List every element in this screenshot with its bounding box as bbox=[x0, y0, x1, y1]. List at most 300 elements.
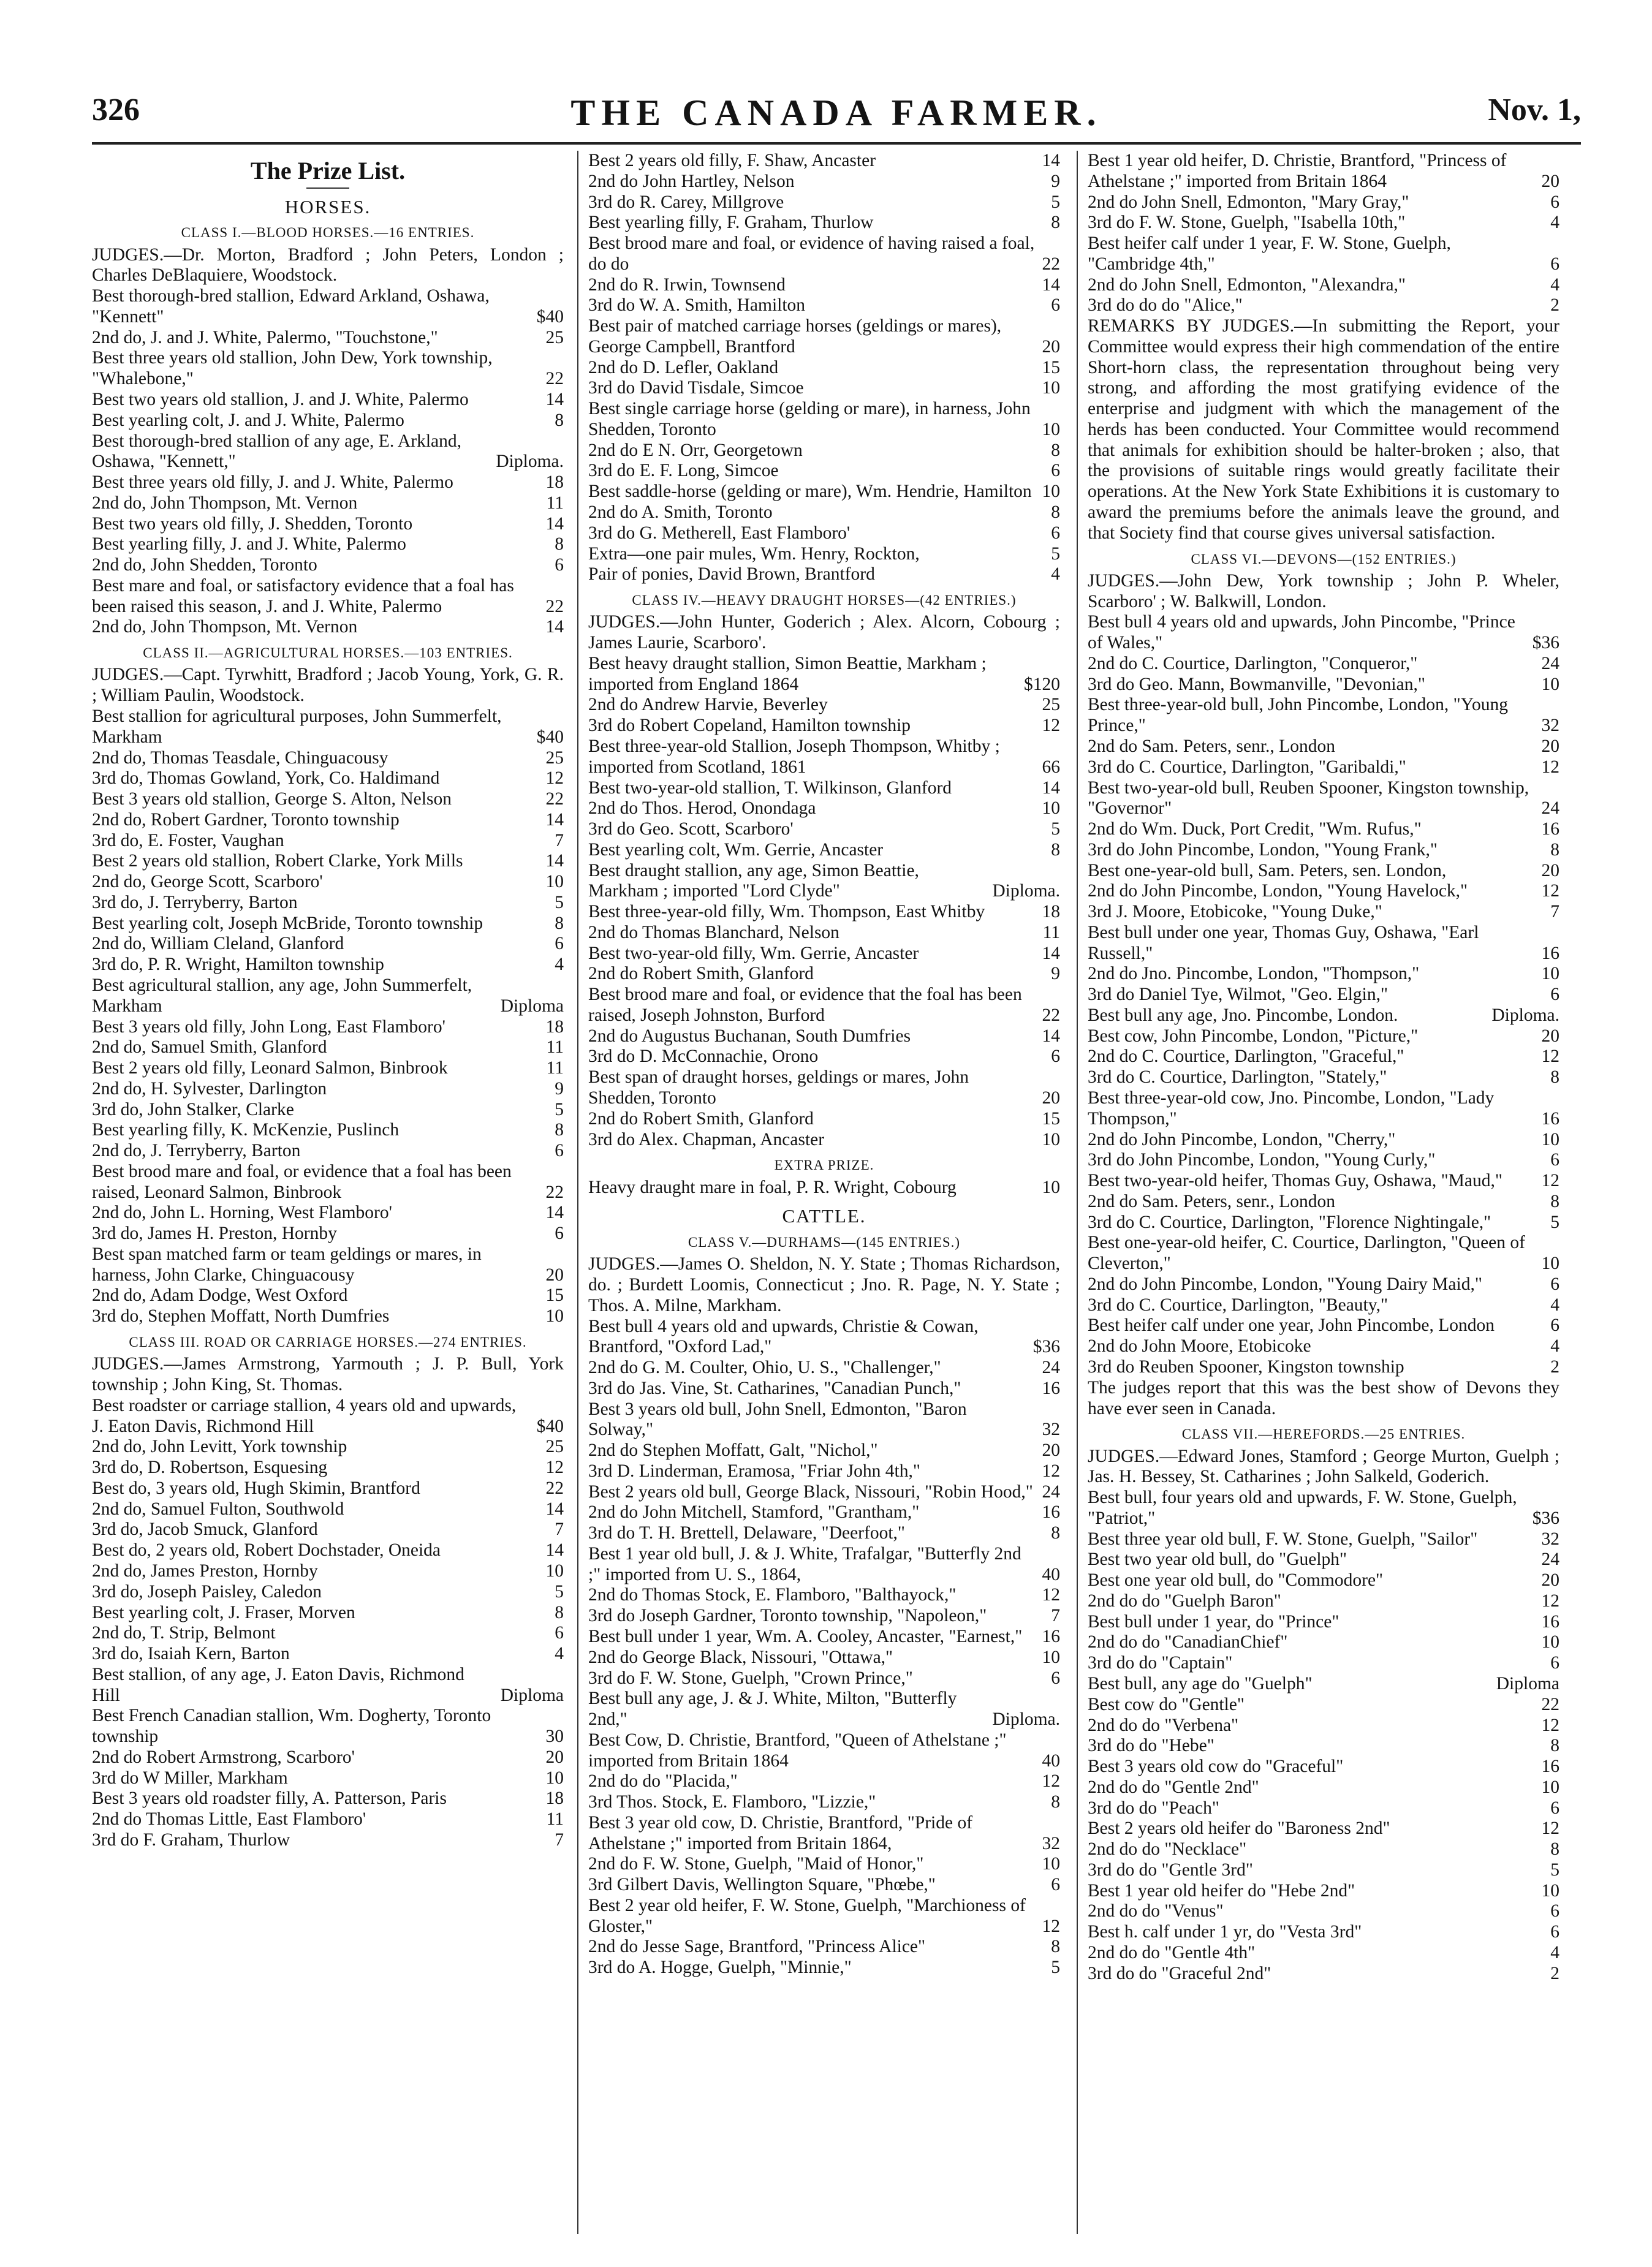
entry-prize: 12 bbox=[1541, 1591, 1559, 1611]
prize-entry bbox=[1088, 233, 1559, 275]
entry-text: Best thorough-bred stallion of any age, E. Arkland, Oshawa, "Kennett," bbox=[92, 431, 461, 472]
entry-text: 3rd do, D. Robertson, Esquesing bbox=[92, 1458, 328, 1478]
entry-text: Best bull under 1 year, do "Prince" bbox=[1088, 1611, 1339, 1632]
entry-prize: $36 bbox=[1532, 633, 1559, 653]
entry-text: Best two years old stallion, J. and J. White, Palermo bbox=[92, 389, 469, 409]
prize-entry bbox=[92, 1224, 564, 1244]
entry-prize: 8 bbox=[1051, 839, 1060, 860]
prize-entry bbox=[588, 1875, 1060, 1896]
prize-entry bbox=[92, 1665, 564, 1706]
prize-entry bbox=[588, 1689, 1060, 1730]
entry-text: 2nd do, J. Terryberry, Barton bbox=[92, 1141, 301, 1161]
prize-entry bbox=[1088, 295, 1559, 316]
prize-entry bbox=[92, 348, 564, 390]
entry-text: Best do, 3 years old, Hugh Skimin, Brantford bbox=[92, 1478, 420, 1498]
prize-entry bbox=[1088, 1757, 1559, 1777]
entry-text: 3rd do do do "Alice," bbox=[1088, 295, 1243, 316]
entry-text: 3rd do, Jacob Smuck, Glanford bbox=[92, 1520, 318, 1540]
entry-text: 2nd do A. Smith, Toronto bbox=[588, 502, 773, 523]
prize-entry bbox=[92, 975, 564, 1017]
prize-entry bbox=[1088, 1839, 1559, 1860]
article-title: The Prize List. bbox=[250, 157, 406, 184]
entry-prize: 8 bbox=[1550, 1736, 1559, 1756]
entry-text: Best 2 years old heifer do "Baroness 2nd" bbox=[1088, 1819, 1390, 1839]
entry-prize: 10 bbox=[1541, 1129, 1559, 1149]
entry-prize: 15 bbox=[1042, 357, 1060, 377]
prize-entry bbox=[588, 544, 1060, 565]
entry-prize: 12 bbox=[1541, 1819, 1559, 1839]
prize-entry bbox=[588, 461, 1060, 482]
paragraph: JUDGES.—James O. Sheldon, N. Y. State ; Thomas Richardson, do. ; Burdett Loomis, Connecticut ; Jno. R. Page, N. Y. State ; Thos. A. Milne, Markham. bbox=[588, 1254, 1060, 1315]
entry-prize: 18 bbox=[545, 472, 564, 493]
entry-prize: 2 bbox=[1550, 1357, 1559, 1377]
prize-entry bbox=[1088, 1570, 1559, 1591]
entry-prize: 12 bbox=[1042, 1916, 1060, 1936]
entry-text: 3rd do do "Gentle 3rd" bbox=[1088, 1860, 1253, 1880]
entry-text: 2nd do Wm. Duck, Port Credit, "Wm. Rufus," bbox=[1088, 819, 1422, 839]
prize-entry bbox=[1088, 1213, 1559, 1233]
entry-text: 2nd do Stephen Moffatt, Galt, "Nichol," bbox=[588, 1440, 878, 1461]
entry-prize: 6 bbox=[1051, 523, 1060, 543]
entry-prize: 12 bbox=[1042, 716, 1060, 736]
entry-prize: 14 bbox=[1042, 1026, 1060, 1046]
prize-entry bbox=[588, 441, 1060, 461]
entry-text: Best draught stallion, any age, Simon Beattie, Markham ; imported "Lord Clyde" bbox=[588, 860, 919, 901]
prize-entry bbox=[588, 985, 1060, 1026]
prize-entry bbox=[1088, 1295, 1559, 1316]
entry-prize: 25 bbox=[545, 747, 564, 768]
prize-entry bbox=[1088, 654, 1559, 675]
entry-prize: 24 bbox=[1042, 1358, 1060, 1378]
entry-prize: 16 bbox=[1541, 943, 1559, 963]
entry-text: Best single carriage horse (gelding or mare), in harness, John Shedden, Toronto bbox=[588, 399, 1031, 439]
entry-prize: 8 bbox=[555, 534, 564, 554]
prize-entry bbox=[92, 810, 564, 831]
prize-entry bbox=[588, 1178, 1060, 1198]
entry-prize: 14 bbox=[545, 617, 564, 637]
prize-entry bbox=[92, 1540, 564, 1561]
prize-entry bbox=[1088, 1653, 1559, 1674]
entry-prize: Diploma. bbox=[496, 452, 564, 472]
entry-text: Best French Canadian stallion, Wm. Dogherty, Toronto township bbox=[92, 1706, 491, 1747]
entry-prize: Diploma bbox=[1496, 1674, 1559, 1694]
entry-prize: 40 bbox=[1042, 1564, 1060, 1584]
prize-entry bbox=[588, 1606, 1060, 1627]
prize-entry bbox=[92, 1582, 564, 1603]
title-rule bbox=[306, 187, 349, 189]
entry-prize: 16 bbox=[1042, 1627, 1060, 1646]
prize-entry bbox=[588, 695, 1060, 716]
entry-text: 3rd do T. H. Brettell, Delaware, "Deerfoot," bbox=[588, 1523, 905, 1543]
entry-prize: 8 bbox=[1051, 213, 1060, 233]
prize-entry bbox=[1088, 1695, 1559, 1716]
prize-entry bbox=[92, 411, 564, 431]
entry-text: Best yearling filly, J. and J. White, Palermo bbox=[92, 534, 406, 554]
prize-entry bbox=[92, 1623, 564, 1644]
entry-text: 3rd do Geo. Mann, Bowmanville, "Devonian," bbox=[1088, 674, 1425, 694]
entry-prize: $36 bbox=[1532, 1508, 1559, 1528]
prize-entry bbox=[588, 233, 1060, 275]
entry-text: 3rd do Jas. Vine, St. Catharines, "Canadian Punch," bbox=[588, 1378, 961, 1398]
entry-text: Best brood mare and foal, or evidence of having raised a foal, do do bbox=[588, 233, 1035, 274]
prize-entry bbox=[92, 1809, 564, 1830]
prize-entry bbox=[92, 1285, 564, 1306]
entry-text: 3rd do Joseph Gardner, Toronto township, "Napoleon," bbox=[588, 1606, 987, 1626]
entry-prize: 16 bbox=[1541, 1611, 1559, 1632]
entry-prize: 9 bbox=[1051, 171, 1060, 191]
entry-text: Best three-year-old Stallion, Joseph Thompson, Whitby ; imported from Scotland, 1861 bbox=[588, 736, 1000, 777]
prize-entry bbox=[588, 1627, 1060, 1648]
entry-text: Best roadster or carriage stallion, 4 years old and upwards, J. Eaton Davis, Richmond Hill bbox=[92, 1395, 517, 1436]
entry-prize: 22 bbox=[1042, 1005, 1060, 1025]
prize-entry bbox=[1088, 1964, 1559, 1985]
entry-text: Best three year old bull, F. W. Stone, Guelph, "Sailor" bbox=[1088, 1529, 1478, 1549]
entry-text: 2nd do John Pincombe, London, "Cherry," bbox=[1088, 1129, 1396, 1149]
entry-text: 3rd do, Thomas Gowland, York, Co. Haldimand bbox=[92, 768, 440, 789]
prize-entry bbox=[588, 1648, 1060, 1668]
entry-text: 2nd do, Thomas Teasdale, Chinguacousy bbox=[92, 747, 388, 768]
prize-entry bbox=[1088, 736, 1559, 757]
prize-entry bbox=[92, 831, 564, 852]
prize-entry bbox=[92, 1830, 564, 1851]
entry-prize: 14 bbox=[545, 513, 564, 534]
entry-prize: 6 bbox=[555, 1623, 564, 1643]
prize-entry bbox=[588, 399, 1060, 441]
section-heading: HORSES. bbox=[284, 195, 371, 218]
prize-entry bbox=[1088, 1922, 1559, 1943]
prize-entry bbox=[588, 523, 1060, 544]
entry-text: Best span of draught horses, geldings or mares, John Shedden, Toronto bbox=[588, 1067, 969, 1108]
prize-entry bbox=[588, 502, 1060, 523]
entry-text: Best bull any age, J. & J. White, Milton, "Butterfly 2nd," bbox=[588, 1689, 957, 1730]
prize-entry bbox=[92, 1017, 564, 1038]
entry-text: 2nd do G. M. Coulter, Ohio, U. S., "Challenger," bbox=[588, 1358, 941, 1378]
entry-prize: 32 bbox=[1541, 716, 1559, 736]
prize-entry bbox=[1088, 757, 1559, 778]
entry-text: Best span matched farm or team geldings or mares, in harness, John Clarke, Chinguacousy bbox=[92, 1244, 482, 1285]
entry-text: 2nd do, Robert Gardner, Toronto township bbox=[92, 809, 400, 830]
entry-text: 2nd do George Black, Nissouri, "Ottawa," bbox=[588, 1647, 893, 1667]
entry-text: Best yearling colt, Wm. Gerrie, Ancaster bbox=[588, 839, 884, 860]
prize-entry bbox=[1088, 275, 1559, 296]
entry-text: Best three-year-old filly, Wm. Thompson, East Whitby bbox=[588, 902, 985, 922]
entry-prize: 8 bbox=[1550, 1191, 1559, 1211]
entry-text: 2nd do, James Preston, Hornby bbox=[92, 1561, 318, 1581]
entry-prize: 14 bbox=[545, 1203, 564, 1223]
entry-text: Best 2 years old bull, George Black, Nissouri, "Robin Hood," bbox=[588, 1482, 1033, 1502]
entry-text: 2nd do John Pincombe, London, "Young Dairy Maid," bbox=[1088, 1274, 1482, 1294]
entry-text: Best bull under 1 year, Wm. A. Cooley, Ancaster, "Earnest," bbox=[588, 1627, 1023, 1646]
prize-entry bbox=[588, 1937, 1060, 1958]
column-1 bbox=[92, 151, 564, 2234]
entry-text: 2nd do Thomas Little, East Flamboro' bbox=[92, 1809, 366, 1830]
prize-entry bbox=[1088, 985, 1559, 1005]
entry-prize: 6 bbox=[1051, 1668, 1060, 1688]
prize-entry bbox=[588, 840, 1060, 861]
class-heading: CLASS VII.—HEREFORDS.—25 ENTRIES. bbox=[1181, 1426, 1466, 1442]
prize-entry bbox=[1088, 902, 1559, 923]
entry-prize: 8 bbox=[555, 1120, 564, 1140]
prize-entry bbox=[92, 914, 564, 934]
entry-prize: 22 bbox=[1042, 254, 1060, 274]
column-3 bbox=[1088, 151, 1559, 2234]
paragraph: JUDGES.—John Hunter, Goderich ; Alex. Alcorn, Cobourg ; James Laurie, Scarboro'. bbox=[588, 612, 1060, 653]
class-heading: CLASS V.—DURHAMS—(145 ENTRIES.) bbox=[688, 1234, 961, 1250]
prize-entry bbox=[1088, 1488, 1559, 1529]
prize-entry bbox=[1088, 1591, 1559, 1612]
entry-text: 2nd do Sam. Peters, senr., London bbox=[1088, 1191, 1335, 1211]
prize-entry bbox=[92, 1141, 564, 1162]
entry-text: 3rd do R. Carey, Millgrove bbox=[588, 192, 784, 212]
entry-text: Best pair of matched carriage horses (geldings or mares), George Campbell, Brantford bbox=[588, 316, 1002, 357]
entry-text: 2nd do John Snell, Edmonton, "Alexandra," bbox=[1088, 274, 1406, 295]
entry-text: Best two-year-old stallion, T. Wilkinson, Glanford bbox=[588, 778, 952, 798]
prize-entry bbox=[588, 1461, 1060, 1482]
entry-text: Best brood mare and foal, or evidence that a foal has been raised, Leonard Salmon, Binbrook bbox=[92, 1161, 512, 1202]
prize-entry bbox=[92, 893, 564, 914]
prize-entry bbox=[92, 431, 564, 473]
entry-text: 2nd do John Pincombe, London, "Young Havelock," bbox=[1088, 881, 1468, 901]
entry-prize: 16 bbox=[1042, 1378, 1060, 1398]
entry-prize: 12 bbox=[1541, 1171, 1559, 1191]
prize-entry bbox=[1088, 1192, 1559, 1213]
entry-text: 3rd do E. F. Long, Simcoe bbox=[588, 461, 779, 481]
entry-text: 2nd do, John Thompson, Mt. Vernon bbox=[92, 493, 358, 513]
prize-entry bbox=[1088, 923, 1559, 964]
entry-text: Best two-year-old heifer, Thomas Guy, Oshawa, "Maud," bbox=[1088, 1171, 1502, 1191]
entry-prize: 6 bbox=[1051, 295, 1060, 316]
entry-prize: 7 bbox=[1550, 902, 1559, 922]
entry-prize: 10 bbox=[1541, 1254, 1559, 1274]
prize-entry bbox=[92, 1162, 564, 1203]
entry-prize: 14 bbox=[545, 389, 564, 409]
prize-entry bbox=[92, 1747, 564, 1768]
entry-prize: 18 bbox=[545, 1788, 564, 1809]
entry-text: Best bull, any age do "Guelph" bbox=[1088, 1674, 1313, 1694]
prize-entry bbox=[588, 1771, 1060, 1792]
entry-prize: 32 bbox=[1541, 1529, 1559, 1549]
entry-text: Best cow, John Pincombe, London, "Picture," bbox=[1088, 1026, 1419, 1046]
entry-text: 2nd do do "CanadianChief" bbox=[1088, 1632, 1288, 1652]
entry-text: 3rd do C. Courtice, Darlington, "Stately," bbox=[1088, 1067, 1387, 1088]
entry-prize: 5 bbox=[1051, 1958, 1060, 1978]
entry-text: Heavy draught mare in foal, P. R. Wright, Cobourg bbox=[588, 1177, 957, 1197]
entry-prize: 24 bbox=[1541, 653, 1559, 673]
prize-entry bbox=[92, 534, 564, 555]
entry-prize: 15 bbox=[1042, 1108, 1060, 1129]
entry-prize: 14 bbox=[545, 1499, 564, 1519]
entry-prize: 12 bbox=[1042, 1461, 1060, 1481]
prize-entry bbox=[588, 923, 1060, 944]
entry-prize: 16 bbox=[1042, 1502, 1060, 1523]
entry-text: 3rd do A. Hogge, Guelph, "Minnie," bbox=[588, 1958, 852, 1978]
entry-text: Best 1 year old heifer, D. Christie, Brantford, "Princess of Athelstane ;" imported from Britain 1864 bbox=[1088, 151, 1507, 191]
entry-text: Best stallion, of any age, J. Eaton Davis, Richmond Hill bbox=[92, 1664, 464, 1705]
entry-text: 3rd do, E. Foster, Vaughan bbox=[92, 830, 284, 850]
prize-entry bbox=[588, 1440, 1060, 1461]
entry-prize: 10 bbox=[1042, 1854, 1060, 1874]
prize-entry bbox=[588, 1358, 1060, 1379]
prize-entry bbox=[588, 778, 1060, 799]
entry-prize: 8 bbox=[1051, 1792, 1060, 1812]
entry-prize: 11 bbox=[546, 1809, 564, 1830]
entry-text: 2nd do John Hartley, Nelson bbox=[588, 171, 795, 191]
column-rule bbox=[577, 151, 578, 2234]
prize-entry bbox=[1088, 151, 1559, 192]
entry-prize: 7 bbox=[555, 830, 564, 850]
entry-text: Best agricultural stallion, any age, John Summerfelt, Markham bbox=[92, 975, 472, 1016]
entry-prize: 10 bbox=[1541, 1632, 1559, 1652]
entry-prize: 4 bbox=[555, 955, 564, 975]
entry-prize: 24 bbox=[1042, 1482, 1060, 1502]
entry-text: 2nd do, H. Sylvester, Darlington bbox=[92, 1078, 327, 1099]
entry-prize: 7 bbox=[555, 1830, 564, 1850]
entry-prize: Diploma bbox=[500, 1685, 564, 1705]
entry-text: 3rd do, P. R. Wright, Hamilton township bbox=[92, 955, 384, 975]
prize-entry bbox=[1088, 1130, 1559, 1151]
entry-prize: 10 bbox=[1541, 1880, 1559, 1901]
entry-prize: 6 bbox=[1550, 1798, 1559, 1818]
entry-prize: 6 bbox=[1550, 1653, 1559, 1673]
entry-prize: 30 bbox=[545, 1727, 564, 1747]
prize-entry bbox=[588, 1379, 1060, 1399]
entry-prize: 22 bbox=[545, 596, 564, 616]
entry-text: Best yearling colt, Joseph McBride, Toronto township bbox=[92, 913, 483, 933]
entry-prize: 20 bbox=[1541, 1570, 1559, 1591]
prize-entry bbox=[588, 482, 1060, 502]
entry-text: 2nd do Robert Armstrong, Scarboro' bbox=[92, 1747, 355, 1767]
paragraph: JUDGES.—Dr. Morton, Bradford ; John Peters, London ; Charles DeBlaquiere, Woodstock. bbox=[92, 244, 564, 286]
prize-entry bbox=[92, 1706, 564, 1747]
entry-prize: 10 bbox=[545, 1768, 564, 1788]
entry-prize: 5 bbox=[555, 1581, 564, 1602]
paragraph: The judges report that this was the best show of Devons they have ever seen in Canada. bbox=[1088, 1377, 1559, 1418]
prize-entry bbox=[1088, 1005, 1559, 1026]
prize-entry bbox=[588, 275, 1060, 296]
entry-prize: 14 bbox=[1042, 943, 1060, 963]
entry-text: Best bull under one year, Thomas Guy, Oshawa, "Earl Russell," bbox=[1088, 922, 1479, 963]
entry-text: 2nd do F. W. Stone, Guelph, "Maid of Honor," bbox=[588, 1854, 924, 1874]
entry-prize: 6 bbox=[1550, 192, 1559, 212]
prize-entry bbox=[92, 514, 564, 535]
entry-text: 2nd do, T. Strip, Belmont bbox=[92, 1623, 276, 1643]
prize-entry bbox=[588, 1813, 1060, 1855]
entry-text: 2nd do, William Cleland, Glanford bbox=[92, 934, 344, 954]
prize-entry bbox=[588, 1585, 1060, 1606]
prize-entry bbox=[588, 1730, 1060, 1772]
entry-prize: 10 bbox=[545, 1306, 564, 1327]
entry-prize: 32 bbox=[1042, 1420, 1060, 1440]
entry-prize: 5 bbox=[1051, 819, 1060, 839]
entry-text: 2nd do D. Lefler, Oakland bbox=[588, 357, 779, 377]
entry-text: Best 2 years old filly, F. Shaw, Ancaster bbox=[588, 151, 876, 170]
entry-prize: 16 bbox=[1541, 1108, 1559, 1129]
entry-prize: 15 bbox=[545, 1285, 564, 1306]
entry-prize: 7 bbox=[1051, 1606, 1060, 1626]
entry-text: 2nd do Jno. Pincombe, London, "Thompson," bbox=[1088, 964, 1420, 984]
entry-text: Best 3 year old cow, D. Christie, Brantford, "Pride of Athelstane ;" imported from Britain 1864, bbox=[588, 1812, 973, 1853]
prize-entry bbox=[1088, 213, 1559, 233]
entry-prize: 12 bbox=[1042, 1771, 1060, 1792]
entry-prize: 5 bbox=[1550, 1212, 1559, 1232]
entry-text: Best saddle-horse (gelding or mare), Wm. Hendrie, Hamilton bbox=[588, 482, 1032, 502]
column-2 bbox=[588, 151, 1060, 2234]
entry-prize: 8 bbox=[1051, 440, 1060, 460]
prize-entry bbox=[588, 1046, 1060, 1067]
prize-entry bbox=[92, 1788, 564, 1809]
entry-prize: 18 bbox=[1042, 902, 1060, 922]
entry-text: 3rd do Robert Copeland, Hamilton township bbox=[588, 716, 911, 736]
entry-prize: 11 bbox=[546, 493, 564, 513]
entry-text: 3rd do C. Courtice, Darlington, "Beauty," bbox=[1088, 1295, 1388, 1315]
entry-prize: 6 bbox=[1051, 1875, 1060, 1895]
prize-entry bbox=[588, 1130, 1060, 1151]
entry-text: 3rd do, John Stalker, Clarke bbox=[92, 1099, 294, 1119]
entry-prize: $40 bbox=[536, 727, 564, 747]
entry-text: 2nd do, George Scott, Scarboro' bbox=[92, 872, 323, 892]
prize-entry bbox=[588, 358, 1060, 379]
entry-prize: 8 bbox=[1051, 502, 1060, 523]
entry-prize: 5 bbox=[1051, 192, 1060, 212]
entry-prize: 9 bbox=[555, 1078, 564, 1099]
prize-entry bbox=[1088, 1067, 1559, 1088]
entry-prize: 20 bbox=[1541, 1026, 1559, 1046]
entry-text: 2nd do, John L. Horning, West Flamboro' bbox=[92, 1203, 392, 1223]
entry-text: 2nd do do "Necklace" bbox=[1088, 1839, 1247, 1860]
entry-text: 2nd do Thomas Stock, E. Flamboro, "Balthayock," bbox=[588, 1585, 957, 1605]
entry-prize: 11 bbox=[546, 1058, 564, 1078]
entry-prize: 20 bbox=[1042, 336, 1060, 357]
prize-entry bbox=[92, 1561, 564, 1582]
prize-entry bbox=[588, 1792, 1060, 1813]
entry-text: Best h. calf under 1 yr, do "Vesta 3rd" bbox=[1088, 1922, 1362, 1942]
entry-prize: 6 bbox=[1550, 1150, 1559, 1170]
entry-text: Best 3 years old bull, John Snell, Edmonton, "Baron Solway," bbox=[588, 1399, 967, 1440]
entry-prize: 10 bbox=[1541, 1777, 1559, 1797]
entry-prize: 6 bbox=[1550, 1274, 1559, 1294]
entry-prize: 20 bbox=[1541, 171, 1559, 191]
paragraph: JUDGES.—Edward Jones, Stamford ; George Murton, Guelph ; Jas. H. Bessey, St. Catharines ; John Salkeld, Goderich. bbox=[1088, 1446, 1559, 1487]
prize-entry bbox=[92, 1306, 564, 1327]
entry-text: 3rd do do "Graceful 2nd" bbox=[1088, 1963, 1271, 1983]
prize-entry bbox=[1088, 1088, 1559, 1130]
entry-prize: 8 bbox=[1051, 1937, 1060, 1957]
entry-text: 2nd do Augustus Buchanan, South Dumfries bbox=[588, 1026, 911, 1046]
prize-entry bbox=[1088, 1674, 1559, 1695]
entry-prize: 22 bbox=[545, 1478, 564, 1498]
prize-entry bbox=[92, 1478, 564, 1499]
entry-prize: 8 bbox=[555, 913, 564, 933]
prize-entry bbox=[1088, 695, 1559, 736]
entry-text: 2nd do John Moore, Etobicoke bbox=[1088, 1336, 1311, 1357]
entry-text: 2nd do do "Guelph Baron" bbox=[1088, 1591, 1281, 1611]
prize-entry bbox=[588, 964, 1060, 985]
entry-prize: 32 bbox=[1042, 1833, 1060, 1853]
prize-entry bbox=[588, 1399, 1060, 1441]
entry-text: 3rd do, J. Terryberry, Barton bbox=[92, 892, 298, 912]
paragraph: JUDGES.—James Armstrong, Yarmouth ; J. P. Bull, York township ; John King, St. Thomas. bbox=[92, 1354, 564, 1395]
entry-prize: 22 bbox=[545, 1182, 564, 1202]
entry-text: Best 2 years old stallion, Robert Clarke, York Mills bbox=[92, 851, 463, 871]
entry-text: 3rd do John Pincombe, London, "Young Frank," bbox=[1088, 839, 1438, 860]
class-heading: CLASS I.—BLOOD HORSES.—16 ENTRIES. bbox=[181, 225, 475, 241]
prize-entry bbox=[1088, 1336, 1559, 1357]
prize-entry bbox=[1088, 1150, 1559, 1171]
entry-text: 3rd do John Pincombe, London, "Young Curly," bbox=[1088, 1150, 1436, 1170]
entry-text: 3rd do F. W. Stone, Guelph, "Crown Prince," bbox=[588, 1668, 913, 1688]
entry-prize: Diploma bbox=[500, 996, 564, 1016]
prize-entry bbox=[92, 286, 564, 328]
